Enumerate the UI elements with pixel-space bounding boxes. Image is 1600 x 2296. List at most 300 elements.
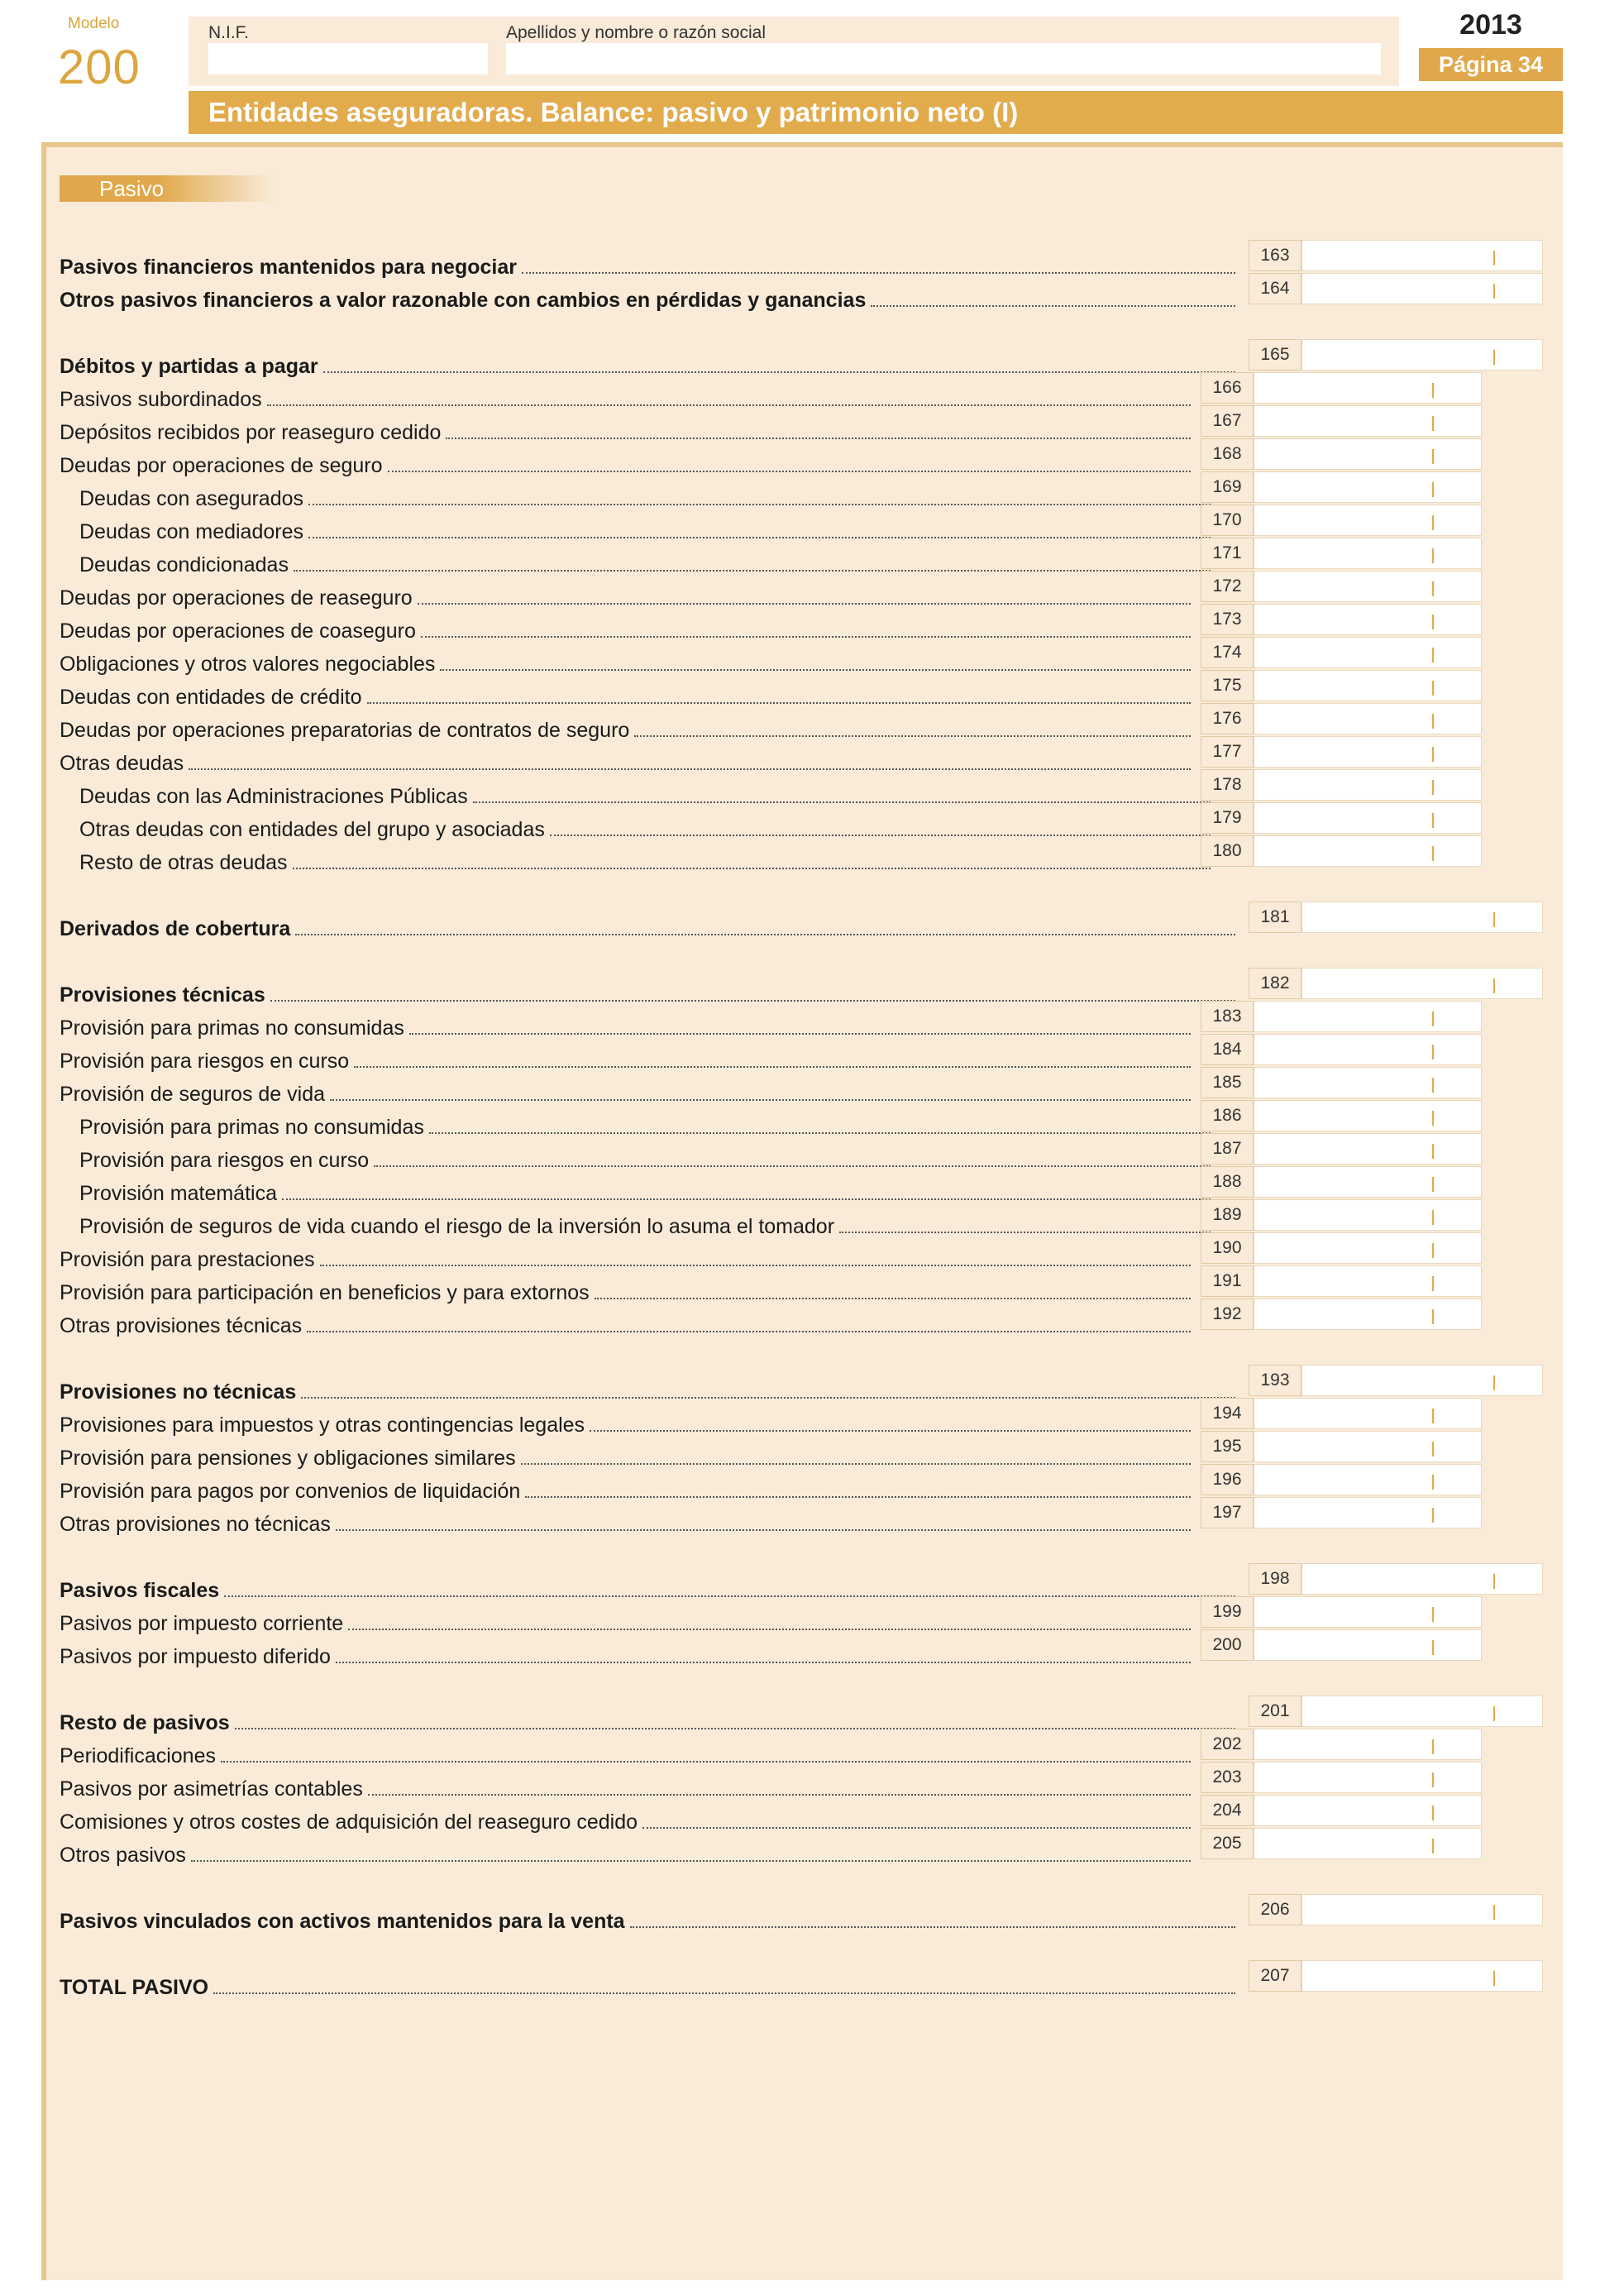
row-label: Provisión para riesgos en curso: [60, 1050, 350, 1073]
decimal-separator: [1432, 780, 1434, 795]
amount-field[interactable]: [1301, 1563, 1543, 1595]
row-label: Provisión matemática: [79, 1182, 277, 1205]
amount-field[interactable]: [1254, 571, 1482, 602]
decimal-separator: [1432, 482, 1434, 497]
box-code: 191: [1201, 1265, 1254, 1297]
decimal-separator: [1432, 1442, 1434, 1457]
amount-box: [1201, 505, 1482, 536]
form-row: [60, 251, 1235, 280]
form-row: [60, 285, 1235, 313]
dot-leader: [330, 1099, 1191, 1101]
box-code: 183: [1201, 1001, 1254, 1032]
dot-leader: [224, 1595, 1235, 1597]
decimal-separator: [1432, 1508, 1434, 1523]
form-row: [60, 1244, 1191, 1272]
amount-field[interactable]: [1254, 1133, 1482, 1165]
row-label: Comisiones y otros costes de adquisición del reaseguro cedido: [60, 1810, 638, 1834]
dot-leader: [213, 1992, 1235, 1994]
box-code: 168: [1201, 438, 1254, 470]
row-label: Deudas con las Administraciones Públicas: [79, 785, 468, 808]
dot-leader: [418, 603, 1191, 605]
box-code: 205: [1201, 1828, 1254, 1859]
amount-box: [1201, 1199, 1482, 1231]
box-code: 173: [1201, 604, 1254, 635]
amount-box: [1249, 1696, 1543, 1727]
amount-box: [1201, 736, 1482, 768]
form-row: [60, 1178, 1211, 1206]
box-code: 164: [1249, 273, 1301, 304]
amount-field[interactable]: [1254, 505, 1482, 536]
dot-leader: [368, 1794, 1191, 1796]
box-code: 185: [1201, 1067, 1254, 1098]
form-row: [60, 979, 1235, 1007]
form-row: [60, 483, 1211, 511]
amount-box: [1201, 1067, 1482, 1098]
amount-field[interactable]: [1254, 1596, 1482, 1628]
row-label: Provisión para riesgos en curso: [79, 1149, 370, 1172]
row-label: Provisiones para impuestos y otras contingencias legales: [60, 1413, 585, 1437]
amount-field[interactable]: [1254, 604, 1482, 635]
amount-field[interactable]: [1254, 802, 1482, 834]
dot-leader: [235, 1728, 1235, 1729]
name-field[interactable]: [506, 43, 1381, 74]
box-code: 193: [1249, 1365, 1301, 1396]
decimal-separator: [1432, 449, 1434, 464]
decimal-separator: [1432, 383, 1434, 398]
box-code: 176: [1201, 703, 1254, 734]
box-code: 177: [1201, 736, 1254, 768]
nif-field[interactable]: [208, 43, 488, 74]
form-row: [60, 1972, 1235, 2000]
dot-leader: [446, 438, 1191, 439]
dot-leader: [282, 1198, 1211, 1200]
dot-leader: [301, 1397, 1235, 1399]
decimal-separator: [1493, 1706, 1495, 1721]
amount-box: [1249, 1960, 1543, 1992]
amount-field[interactable]: [1254, 471, 1482, 503]
form-row: [60, 516, 1211, 544]
amount-field[interactable]: [1254, 1067, 1482, 1098]
decimal-separator: [1432, 1276, 1434, 1291]
box-code: 192: [1201, 1299, 1254, 1330]
dot-leader: [189, 768, 1191, 770]
form-row: [60, 1707, 1235, 1735]
decimal-separator: [1432, 1210, 1434, 1225]
amount-field[interactable]: [1254, 1001, 1482, 1032]
dot-leader: [521, 1463, 1191, 1465]
row-label: Provisión para primas no consumidas: [60, 1016, 404, 1040]
box-code: 172: [1201, 571, 1254, 602]
form-row: [60, 913, 1235, 941]
dot-leader: [590, 1430, 1191, 1432]
dot-leader: [267, 404, 1191, 406]
form-row: [60, 1376, 1235, 1404]
box-code: 190: [1201, 1232, 1254, 1264]
name-label: Apellidos y nombre o razón social: [506, 23, 766, 42]
row-label: TOTAL PASIVO: [60, 1976, 209, 1999]
box-code: 188: [1201, 1166, 1254, 1198]
modelo-label: Modelo: [68, 15, 120, 32]
section-tab: Pasivo: [60, 175, 275, 202]
amount-box: [1201, 1629, 1482, 1661]
box-code: 196: [1201, 1464, 1254, 1495]
dot-leader: [323, 371, 1235, 373]
decimal-separator: [1493, 1905, 1495, 1920]
box-code: 187: [1201, 1133, 1254, 1165]
amount-box: [1249, 1563, 1543, 1595]
row-label: Provisiones técnicas: [60, 983, 265, 1007]
form-row: [60, 1145, 1211, 1173]
amount-field[interactable]: [1254, 670, 1482, 701]
dot-leader: [440, 669, 1191, 671]
decimal-separator: [1432, 1012, 1434, 1026]
row-label: Deudas con asegurados: [79, 487, 304, 510]
row-label: Deudas condicionadas: [79, 553, 289, 576]
decimal-separator: [1493, 1971, 1495, 1986]
amount-field[interactable]: [1254, 1497, 1482, 1528]
amount-field[interactable]: [1254, 1398, 1482, 1429]
amount-box: [1201, 1133, 1482, 1165]
box-code: 200: [1201, 1629, 1254, 1661]
row-label: Pasivos vinculados con activos mantenidos para la venta: [60, 1910, 625, 1933]
dot-leader: [634, 735, 1191, 737]
row-label: Provisión de seguros de vida: [60, 1083, 326, 1106]
form-row: [60, 615, 1191, 643]
decimal-separator: [1432, 1144, 1434, 1159]
amount-box: [1201, 1232, 1482, 1264]
decimal-separator: [1432, 813, 1434, 828]
row-label: Pasivos por impuesto diferido: [60, 1645, 331, 1668]
box-code: 171: [1201, 538, 1254, 569]
row-label: Otros pasivos: [60, 1844, 186, 1867]
form-row: [60, 648, 1191, 677]
decimal-separator: [1432, 581, 1434, 596]
dot-leader: [871, 305, 1235, 307]
form-row: [60, 781, 1211, 809]
decimal-separator: [1432, 1640, 1434, 1655]
row-label: Débitos y partidas a pagar: [60, 355, 318, 378]
box-code: 170: [1201, 505, 1254, 536]
form-row: [60, 1806, 1191, 1834]
dot-leader: [336, 1662, 1191, 1663]
decimal-separator: [1432, 681, 1434, 696]
dot-leader: [295, 934, 1235, 935]
amount-box: [1249, 273, 1543, 304]
amount-field[interactable]: [1254, 1265, 1482, 1297]
form-row: [60, 1012, 1191, 1040]
amount-field[interactable]: [1254, 1199, 1482, 1231]
dot-leader: [409, 1033, 1191, 1035]
decimal-separator: [1432, 1475, 1434, 1490]
amount-field[interactable]: [1254, 1828, 1482, 1859]
amount-field[interactable]: [1254, 1795, 1482, 1826]
dot-leader: [293, 868, 1211, 869]
box-code: 203: [1201, 1762, 1254, 1793]
amount-field[interactable]: [1254, 637, 1482, 668]
decimal-separator: [1432, 714, 1434, 729]
row-label: Provisión para pensiones y obligaciones similares: [60, 1447, 516, 1470]
decimal-separator: [1432, 1772, 1434, 1787]
box-code: 180: [1201, 835, 1254, 867]
form-row: [60, 1045, 1191, 1074]
dot-leader: [550, 835, 1211, 836]
amount-box: [1201, 1795, 1482, 1826]
amount-box: [1201, 438, 1482, 470]
amount-box: [1201, 1464, 1482, 1495]
decimal-separator: [1432, 1607, 1434, 1622]
form-row: [60, 1906, 1235, 1934]
amount-box: [1201, 1166, 1482, 1198]
dot-leader: [367, 702, 1191, 704]
dot-leader: [320, 1265, 1192, 1266]
row-label: Depósitos recibidos por reaseguro cedido: [60, 421, 442, 444]
amount-box: [1201, 703, 1482, 734]
box-code: 186: [1201, 1100, 1254, 1131]
form-row: [60, 1211, 1211, 1239]
form-row: [60, 582, 1191, 610]
box-code: 179: [1201, 802, 1254, 834]
row-label: Deudas con mediadores: [79, 520, 303, 543]
decimal-separator: [1432, 416, 1434, 431]
decimal-separator: [1432, 1243, 1434, 1258]
amount-box: [1201, 1729, 1482, 1760]
dot-leader: [630, 1926, 1235, 1928]
amount-box: [1249, 968, 1543, 999]
box-code: 206: [1249, 1894, 1301, 1925]
box-code: 166: [1201, 372, 1254, 404]
box-code: 204: [1201, 1795, 1254, 1826]
form-row: [60, 1641, 1191, 1669]
form-row: [60, 847, 1211, 875]
form-row: [60, 549, 1211, 577]
amount-field[interactable]: [1301, 1894, 1543, 1925]
decimal-separator: [1493, 1574, 1495, 1589]
form-row: [60, 1277, 1191, 1305]
dot-leader: [336, 1529, 1191, 1531]
amount-box: [1201, 835, 1482, 867]
decimal-separator: [1493, 350, 1495, 365]
amount-box: [1201, 604, 1482, 635]
amount-field[interactable]: [1254, 1629, 1482, 1661]
amount-box: [1201, 538, 1482, 569]
form-row: [60, 1079, 1191, 1107]
dot-leader: [348, 1629, 1191, 1630]
amount-field[interactable]: [1254, 438, 1482, 470]
row-label: Pasivos por asimetrías contables: [60, 1777, 363, 1801]
box-code: 199: [1201, 1596, 1254, 1628]
box-code: 175: [1201, 670, 1254, 701]
form-row: [60, 715, 1191, 743]
amount-box: [1201, 1828, 1482, 1859]
dot-leader: [595, 1298, 1191, 1299]
amount-field[interactable]: [1254, 1762, 1482, 1793]
amount-field[interactable]: [1254, 1729, 1482, 1760]
amount-field[interactable]: [1254, 1431, 1482, 1462]
amount-field[interactable]: [1254, 769, 1482, 801]
amount-box: [1201, 1762, 1482, 1793]
decimal-separator: [1432, 548, 1434, 563]
decimal-separator: [1432, 1409, 1434, 1423]
dot-leader: [388, 471, 1191, 472]
box-code: 195: [1201, 1431, 1254, 1462]
amount-box: [1201, 571, 1482, 602]
decimal-separator: [1432, 648, 1434, 662]
form-row: [60, 384, 1191, 412]
row-label: Provisión de seguros de vida cuando el riesgo de la inversión lo asuma el tomador: [79, 1215, 835, 1238]
form-row: [60, 450, 1191, 478]
box-code: 184: [1201, 1034, 1254, 1065]
amount-box: [1201, 405, 1482, 437]
form-row: [60, 682, 1191, 710]
amount-field[interactable]: [1254, 538, 1482, 569]
dot-leader: [421, 636, 1191, 638]
form-row: [60, 1442, 1191, 1471]
dot-leader: [308, 504, 1211, 505]
amount-box: [1201, 1034, 1482, 1065]
amount-field[interactable]: [1254, 405, 1482, 437]
decimal-separator: [1432, 1309, 1434, 1324]
box-code: 198: [1249, 1563, 1301, 1595]
amount-box: [1201, 1497, 1482, 1528]
amount-field[interactable]: [1301, 240, 1543, 271]
decimal-separator: [1432, 515, 1434, 530]
form-row: [60, 351, 1235, 379]
row-label: Pasivos por impuesto corriente: [60, 1612, 344, 1635]
amount-box: [1201, 1299, 1482, 1330]
box-code: 202: [1201, 1729, 1254, 1760]
decimal-separator: [1493, 251, 1495, 265]
row-label: Deudas por operaciones preparatorias de contratos de seguro: [60, 719, 630, 742]
amount-field[interactable]: [1254, 703, 1482, 734]
decimal-separator: [1493, 1375, 1495, 1390]
amount-field[interactable]: [1254, 1299, 1482, 1330]
amount-box: [1249, 902, 1543, 933]
amount-box: [1249, 240, 1543, 271]
box-code: 174: [1201, 637, 1254, 668]
box-code: 181: [1249, 902, 1301, 933]
form-row: [60, 1509, 1191, 1537]
row-label: Resto de otras deudas: [79, 851, 288, 874]
amount-field[interactable]: [1254, 1034, 1482, 1065]
amount-field[interactable]: [1254, 1232, 1482, 1264]
box-code: 194: [1201, 1398, 1254, 1429]
row-label: Pasivos subordinados: [60, 388, 262, 411]
row-label: Provisión para primas no consumidas: [79, 1116, 424, 1139]
amount-field[interactable]: [1254, 736, 1482, 768]
amount-box: [1201, 802, 1482, 834]
row-label: Otras provisiones técnicas: [60, 1314, 303, 1337]
form-row: [60, 1839, 1191, 1868]
form-row: [60, 417, 1191, 445]
amount-box: [1201, 1596, 1482, 1628]
box-code: 207: [1249, 1960, 1301, 1992]
box-code: 189: [1201, 1199, 1254, 1231]
dot-leader: [294, 570, 1211, 572]
decimal-separator: [1432, 846, 1434, 861]
decimal-separator: [1432, 747, 1434, 762]
row-label: Otros pasivos financieros a valor razonable con cambios en pérdidas y ganancias: [60, 289, 867, 312]
form-row: [60, 1409, 1191, 1437]
form-row: [60, 1112, 1211, 1140]
dot-leader: [354, 1066, 1191, 1068]
dot-leader: [473, 801, 1211, 803]
decimal-separator: [1432, 1045, 1434, 1060]
amount-field[interactable]: [1301, 902, 1543, 933]
amount-field[interactable]: [1301, 1365, 1543, 1396]
amount-field[interactable]: [1301, 339, 1543, 371]
amount-field[interactable]: [1254, 1464, 1482, 1495]
row-label: Deudas por operaciones de reaseguro: [60, 586, 413, 610]
modelo-number: 200: [58, 41, 141, 94]
nif-label: N.I.F.: [208, 23, 250, 42]
page-number: Página 34: [1419, 48, 1563, 81]
dot-leader: [642, 1827, 1191, 1829]
decimal-separator: [1493, 284, 1495, 299]
amount-box: [1201, 1001, 1482, 1032]
amount-box: [1201, 637, 1482, 668]
box-code: 165: [1249, 339, 1301, 371]
decimal-separator: [1432, 1839, 1434, 1854]
row-label: Provisión para pagos por convenios de liquidación: [60, 1480, 521, 1503]
box-code: 169: [1201, 471, 1254, 503]
amount-field[interactable]: [1301, 968, 1543, 999]
amount-box: [1201, 1100, 1482, 1131]
dot-leader: [270, 1000, 1235, 1002]
decimal-separator: [1432, 615, 1434, 629]
amount-field[interactable]: [1301, 273, 1543, 304]
form-row: [60, 1575, 1235, 1603]
decimal-separator: [1493, 978, 1495, 993]
box-code: 197: [1201, 1497, 1254, 1528]
amount-box: [1201, 372, 1482, 404]
dot-leader: [221, 1761, 1191, 1763]
row-label: Pasivos fiscales: [60, 1579, 220, 1602]
row-label: Derivados de cobertura: [60, 917, 291, 940]
amount-box: [1249, 339, 1543, 371]
decimal-separator: [1432, 1177, 1434, 1192]
amount-field[interactable]: [1301, 1960, 1543, 1992]
amount-field[interactable]: [1301, 1696, 1543, 1727]
amount-box: [1201, 769, 1482, 801]
amount-box: [1201, 1431, 1482, 1462]
form-row: [60, 1310, 1191, 1338]
row-label: Provisión para participación en beneficios y para extornos: [60, 1281, 590, 1304]
form-row: [60, 1740, 1191, 1768]
decimal-separator: [1432, 1111, 1434, 1126]
amount-box: [1201, 670, 1482, 701]
decimal-separator: [1432, 1806, 1434, 1820]
dot-leader: [191, 1860, 1191, 1862]
dot-leader: [308, 537, 1211, 538]
row-label: Obligaciones y otros valores negociables: [60, 653, 436, 676]
amount-field[interactable]: [1254, 1100, 1482, 1131]
amount-field[interactable]: [1254, 835, 1482, 867]
row-label: Otras deudas: [60, 752, 184, 775]
amount-field[interactable]: [1254, 1166, 1482, 1198]
form-row: [60, 1476, 1191, 1504]
form-row: [60, 748, 1191, 776]
amount-field[interactable]: [1254, 372, 1482, 404]
dot-leader: [307, 1331, 1191, 1332]
box-code: 182: [1249, 968, 1301, 999]
row-label: Deudas por operaciones de seguro: [60, 454, 383, 477]
dot-leader: [429, 1132, 1211, 1134]
form-row: [60, 1773, 1191, 1801]
row-label: Otras deudas con entidades del grupo y asociadas: [79, 818, 545, 841]
box-code: 178: [1201, 769, 1254, 801]
amount-box: [1201, 471, 1482, 503]
row-label: Deudas con entidades de crédito: [60, 686, 362, 709]
